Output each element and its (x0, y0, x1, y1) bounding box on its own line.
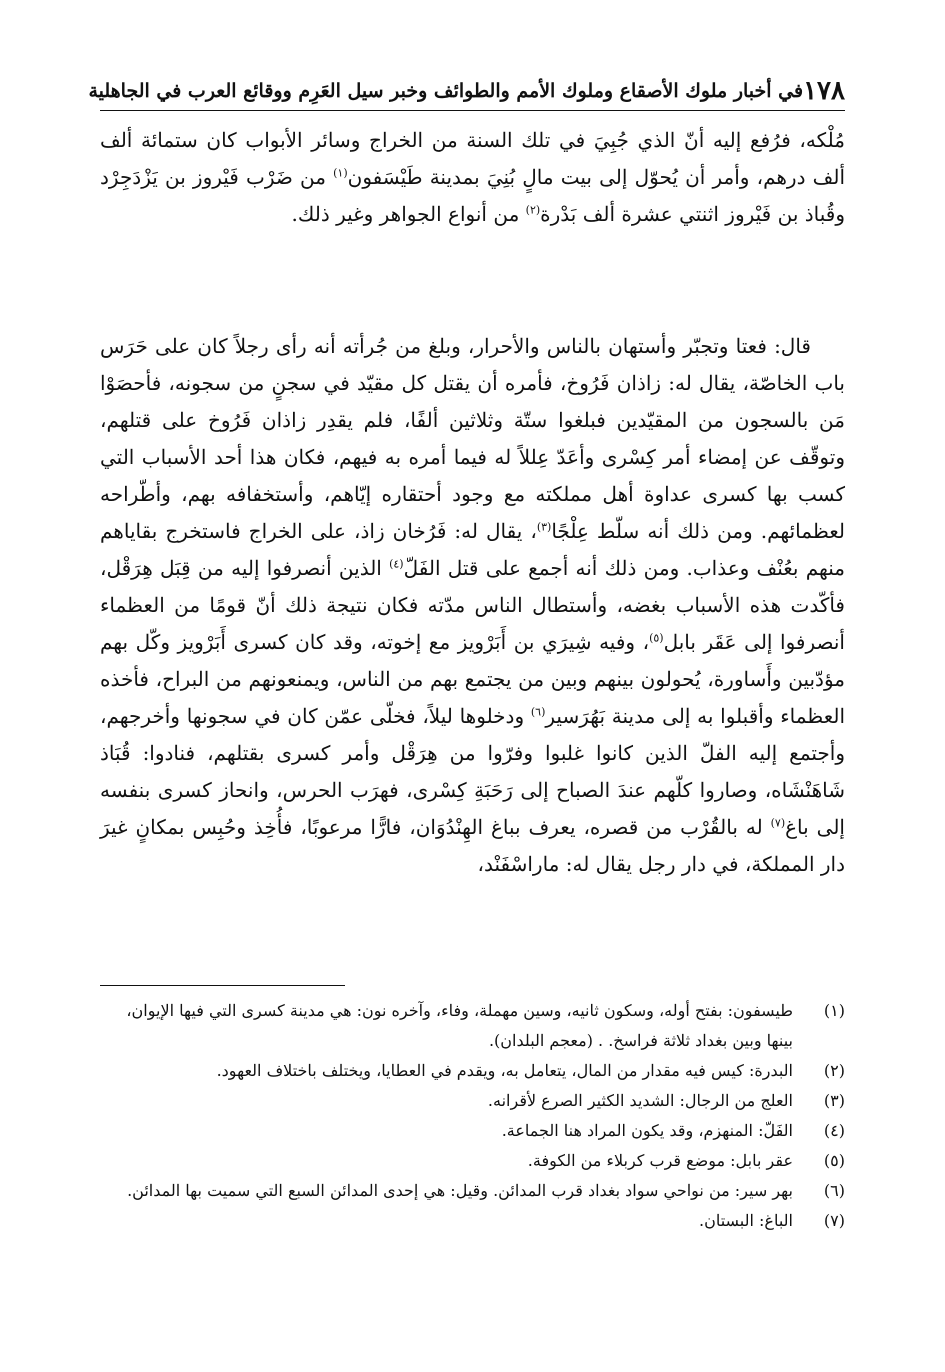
footnote-text: طيسفون: بفتح أوله، وسكون ثانيه، وسين مهملة، وفاء، وآخره نون: هي مدينة كسرى التي فيها الإيوان، بينها وبين بغداد ثلاثة فراسخ. . (معجم البلدان). (126, 1001, 793, 1050)
footnote-number: (٣) (823, 1091, 845, 1110)
footnote-number: (٦) (823, 1181, 845, 1200)
footnotes (100, 996, 845, 1236)
footnote-text: الباغ: البستان. (698, 1211, 793, 1230)
paragraph-2-text-c: الذين أنصرفوا إليه من قِبَل هِرَقْل، فأكّدت هذه الأسباب بغضه، وأستطال الناس مدّته فكان نتيجة ذلك أنّ قومًا من العظماء أنصرفوا إلى عَقَر بابل (100, 556, 845, 654)
footnote-number: (١) (823, 1001, 845, 1020)
footnote (100, 1146, 845, 1176)
running-title: في أخبار ملوك الأصقاع وملوك الأمم والطوائف وخبر سيل العَرِم ووقائع العرب في الجاهلية (88, 80, 804, 102)
footnote (100, 1116, 845, 1146)
footnote (100, 996, 845, 1056)
footnote (100, 1086, 845, 1116)
footnote-text: عقر بابل: موضع قرب كربلاء من الكوفة. (527, 1151, 793, 1170)
footnote-ref-2: (٢) (525, 203, 541, 217)
paragraph-2-text-e: ودخلوها ليلاً، فخلّى عمّن كان في سجونها وأخرجهم، وأجتمع إليه الفلّ الذين كانوا غلبوا وفرّوا من هِرَقْل وأمر كسرى بقتلهم، فنادوا: قُبَاذ شَاهَنْشَاه، وصاروا كلّهم عندَ الصباح إلى رَحَبَةِ كِسْرى، فهرَب الحرس، وانحاز كسرى بنفسه إلى باغ (100, 704, 845, 839)
footnote-text: الفَلّ: المنهزم، وقد يكون المراد هنا الجماعة. (501, 1121, 793, 1140)
footnote-text: العلج من الرجال: الشديد الكثير الصرع لأقرانه. (487, 1091, 793, 1110)
footnote-number: (٤) (823, 1121, 845, 1140)
page-number: ١٧٨ (803, 76, 845, 106)
footnote-ref-3: (٣) (536, 520, 552, 534)
paragraph-2-text-d: ، وفيه شِيرَي بن أَبَرْويز مع إخوته، وقد كان كسرى أَبَرْويز وكّل بهم مؤدّبين وأَساورة، يُحولون بينهم وبين من يجتمع بهم من الناس، ويمنعونهم من البراح، فأخذه العظماء وأقبلوا به إلى مدينة بَهُرَسير (100, 630, 845, 728)
footnote (100, 1056, 845, 1086)
footnote-separator (100, 985, 345, 986)
footnote-ref-5: (٥) (649, 631, 664, 645)
body-paragraph-1 (100, 122, 845, 233)
footnote-text: البدرة: كيس فيه مقدار من المال، يتعامل به، ويقدم في العطايا، ويختلف باختلاف العهود. (216, 1061, 793, 1080)
body-paragraph-2 (100, 328, 845, 883)
paragraph-2-text-a: قال: فعتا وتجبّر وأستهان بالناس والأحرار، وبلغ من جُرأته أنه رأى رجلاً كان على حَرَس باب الخاصّة، يقال له: زاذان فَرُوخ، فأمره أن يقتل كل مقيّد في سجنٍ من سجونه، فأحصَوْا مَن بالسجون من المقيّدين فبلغوا ستّة وثلاثين ألفًا، فلم يقدِر زاذان فَرُوخ على قتلهم، وتوقّف عن إمضاء أمر كِسْرى وأعَدّ عِللاً له فيما أمره به فيهم، فكان هذا أحد الأسباب التي كسب بها كسرى عداوة أهل مملكته مع وجود أحتقاره إيّاهم، وأستخفافه بهم، وأطّراحه لعظمائهم. ومن ذلك أنه سلّط عِلْجًا (100, 334, 845, 543)
paragraph-1-text-a: مُلْكه، فرُفع إليه أنّ الذي جُبِيَ في تلك السنة من الخراج وسائر الأبواب كان ستمائة ألف ألف درهم، وأمر أن يُحوّل إلى بيت مالٍ بُنِيَ بمدينة طَيْسَفون (100, 128, 845, 189)
paragraph-1-text-c: من أنواع الجواهر وغير ذلك. (291, 202, 526, 226)
footnote-ref-4: (٤) (389, 557, 404, 571)
footnote (100, 1206, 845, 1236)
footnote-number: (٥) (823, 1151, 845, 1170)
footnote-number: (٢) (823, 1061, 845, 1080)
footnote-ref-6: (٦) (530, 705, 546, 719)
footnote-ref-7: (٧) (770, 816, 786, 830)
footnote-ref-1: (١) (333, 166, 348, 180)
paragraph-2-text-b: ، يقال له: فَرُخان زاذ، على الخراج فاستخرج بقاياهم منهم بعُنْف وعذاب. ومن ذلك أنه أجمع على قتل الفَلّ (100, 519, 845, 580)
footnote-number: (٧) (823, 1211, 845, 1230)
footnote-text: بهر سير: من نواحي سواد بغداد قرب المدائن. وقيل: هي إحدى المدائن السبع التي سميت بها المدائن. (127, 1181, 793, 1200)
page-header (88, 72, 845, 111)
paragraph-1-text-b: من ضَرْب فَيْروز بن يَزْدَجِرْد وقُباذ بن فَيْروز اثنتي عشرة ألف بَدْرة (100, 165, 845, 226)
footnote (100, 1176, 845, 1206)
paragraph-2-text-f: له بالقُرْب من قصره، يعرف بباغ الهِنْدُوَان، فارًّا مرعوبًا، فأُخِذ وحُبِس بمكانٍ غيرَ دار المملكة، في دار رجل يقال له: ماراسْفَنْد، (100, 815, 845, 876)
